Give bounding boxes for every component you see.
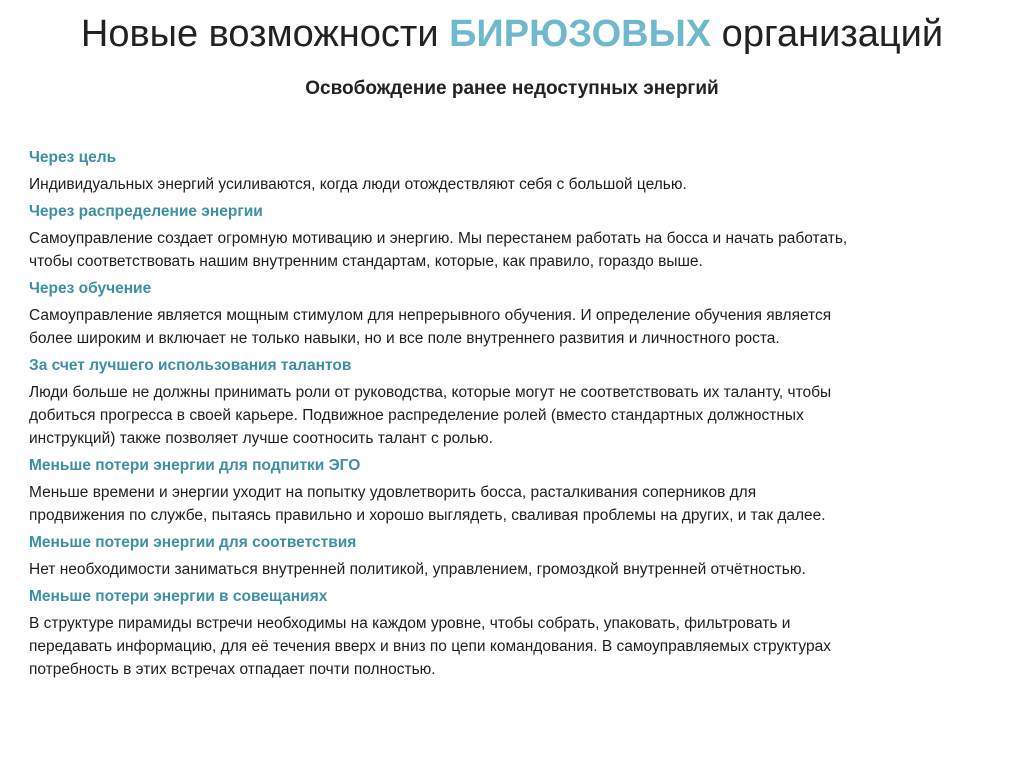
- body-line: более широким и включает не только навыки, но и все поле внутреннего развития и личностного роста.: [29, 330, 780, 347]
- section-heading: Через цель: [29, 149, 117, 166]
- body-line: Нет необходимости заниматься внутренней политикой, управлением, громоздкой внутренней отчётностью.: [29, 561, 806, 578]
- section-body: [29, 481, 995, 527]
- body-line: потребность в этих встречах отпадает почти полностью.: [29, 661, 436, 678]
- body-line: продвижения по службе, пытаясь правильно и хорошо выглядеть, сваливая проблемы на других, и так далее.: [29, 507, 826, 524]
- section: [29, 147, 995, 196]
- section: [29, 278, 995, 350]
- section-heading: Меньше потери энергии для подпитки ЭГО: [29, 457, 361, 474]
- body-line: Самоуправление создает огромную мотивацию и энергию. Мы перестанем работать на босса и начать работать,: [29, 230, 848, 247]
- section-heading: Через распределение энергии: [29, 203, 263, 220]
- section: [29, 201, 995, 273]
- section: [29, 586, 995, 681]
- section-body: [29, 381, 995, 450]
- section-body: [29, 173, 995, 196]
- section-body: [29, 304, 995, 350]
- section-heading: Меньше потери энергии для соответствия: [29, 534, 357, 551]
- body-line: Меньше времени и энергии уходит на попытку удовлетворить босса, расталкивания соперников для: [29, 484, 757, 501]
- body-line: чтобы соответствовать нашим внутренним стандартам, которые, как правило, гораздо выше.: [29, 253, 703, 270]
- section: [29, 455, 995, 527]
- title-accent-word: БИРЮЗОВЫХ: [449, 13, 712, 55]
- title-suffix: организаций: [711, 13, 944, 55]
- slide-title: [0, 10, 1024, 58]
- section-heading: Меньше потери энергии в совещаниях: [29, 588, 328, 605]
- body-line: добиться прогресса в своей карьере. Подвижное распределение ролей (вместо стандартных должностных: [29, 407, 804, 424]
- sections-list: [29, 147, 995, 686]
- section-body: [29, 227, 995, 273]
- body-line: передавать информацию, для её течения вверх и вниз по цепи командования. В самоуправляемых структурах: [29, 638, 832, 655]
- body-line: Индивидуальных энергий усиливаются, когда люди отождествляют себя с большой целью.: [29, 176, 687, 193]
- section: [29, 532, 995, 581]
- body-line: инструкций) также позволяет лучше соотносить талант с ролью.: [29, 430, 493, 447]
- section-heading: Через обучение: [29, 280, 152, 297]
- body-line: В структуре пирамиды встречи необходимы на каждом уровне, чтобы собрать, упаковать, фильтровать и: [29, 615, 791, 632]
- slide-subtitle: Освобождение ранее недоступных энергий: [305, 78, 719, 99]
- body-line: Люди больше не должны принимать роли от руководства, которые могут не соответствовать их таланту, чтобы: [29, 384, 832, 401]
- title-prefix: Новые возможности: [80, 13, 450, 55]
- body-line: Самоуправление является мощным стимулом для непрерывного обучения. И определение обучения является: [29, 307, 832, 324]
- section-body: [29, 612, 995, 681]
- section: [29, 355, 995, 450]
- section-body: [29, 558, 995, 581]
- section-heading: За счет лучшего использования талантов: [29, 357, 352, 374]
